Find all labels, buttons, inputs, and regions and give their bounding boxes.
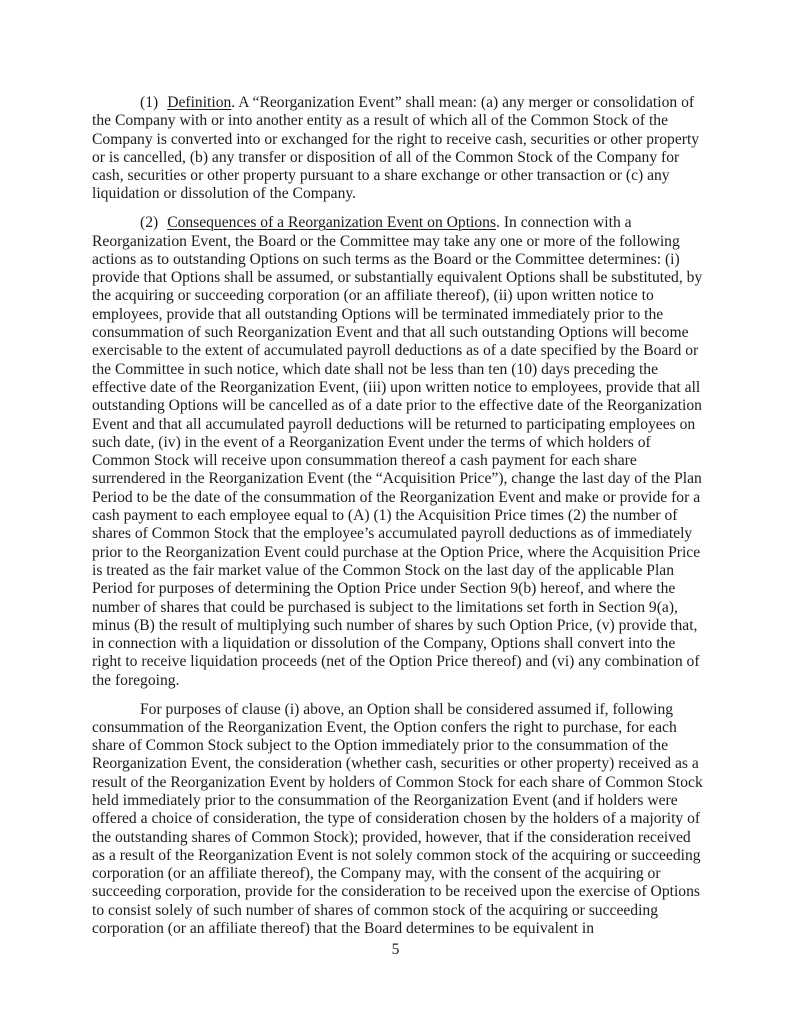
paragraph-2-text: . In connection with a Reorganization Event, the Board or the Committee may take any one or more of the following actions as to outstanding Options on such terms as the Board or the Committee determines: (i) provide that Options shall be assumed, or substantially equivalent Options shall be substituted, by the acquiring or succeeding corporation (or an affiliate thereof), (ii) upon written notice to employees, provide that all outstanding Options will be terminated immediately prior to the consummation of such Reorganization Event and that all such outstanding Options will become exercisable to the extent of accumulated payroll deductions as of a date specified by the Board or the Committee in such notice, which date shall not be less than ten (10) days preceding the effective date of the Reorganization Event, (iii) upon written notice to employees, provide that all outstanding Options will be cancelled as of a date prior to the effective date of the Reorganization Event and that all accumulated payroll deductions will be returned to participating employees on such date, (iv) in the event of a Reorganization Event under the terms of which holders of Common Stock will receive upon consummation thereof a cash payment for each share surrendered in the Reorganization Event (the “Acquisition Price”), change the last day of the Plan Period to be the date of the consummation of the Reorganization Event and make or provide for a cash payment to each employee equal to (A) (1) the Acquisition Price times (2) the number of shares of Common Stock that the employee’s accumulated payroll deductions as of immediately prior to the Reorganization Event could purchase at the Option Price, where the Acquisition Price is treated as the fair market value of the Common Stock on the last day of the applicable Plan Period for purposes of determining the Option Price under Section 9(b) hereof, and where the number of shares that could be purchased is subject to the limitations set forth in Section 9(a), minus (B) the result of multiplying such number of shares by such Option Price, (v) provide that, in connection with a liquidation or dissolution of the Company, Options shall convert into the right to receive liquidation proceeds (net of the Option Price thereof) and (vi) any combination of the foregoing. [92,214,703,689]
paragraph-1-number: (1) [140,94,159,111]
document-body [92,94,704,938]
paragraph-definition [92,94,704,204]
page-number: 5 [391,941,400,958]
paragraph-3-text: For purposes of clause (i) above, an Option shall be considered assumed if, following consummation of the Reorganization Event, the Option confers the right to purchase, for each share of Common Stock subject to the Option immediately prior to the consummation of the Reorganization Event, the consideration (whether cash, securities or other property) received as a result of the Reorganization Event by holders of Common Stock for each share of Common Stock held immediately prior to the consummation of the Reorganization Event (and if holders were offered a choice of consideration, the type of consideration chosen by the holders of a majority of the outstanding shares of Common Stock); provided, however, that if the consideration received as a result of the Reorganization Event is not solely common stock of the acquiring or succeeding corporation (or an affiliate thereof), the Company may, with the consent of the acquiring or succeeding corporation, provide for the consideration to be received upon the exercise of Options to consist solely of such number of shares of common stock of the acquiring or succeeding corporation (or an affiliate thereof) that the Board determines to be equivalent in [92,700,703,938]
paragraph-consequences [92,214,704,690]
paragraph-2-number: (2) [140,214,159,232]
paragraph-1-text: . A “Reorganization Event” shall mean: (a) any merger or consolidation of the Company with or into another entity as a result of which all of the Common Stock of the Company is converted into or exchanged for the right to receive cash, securities or other property or is cancelled, (b) any transfer or disposition of all of the Common Stock of the Company for cash, securities or other property pursuant to a share exchange or other transaction or (c) any liquidation or dissolution of the Company. [92,94,700,203]
paragraph-1-heading: Definition [167,94,232,111]
paragraph-2-heading: Consequences of a Reorganization Event on Options [167,214,497,232]
paragraph-assumption-clause [92,701,704,939]
